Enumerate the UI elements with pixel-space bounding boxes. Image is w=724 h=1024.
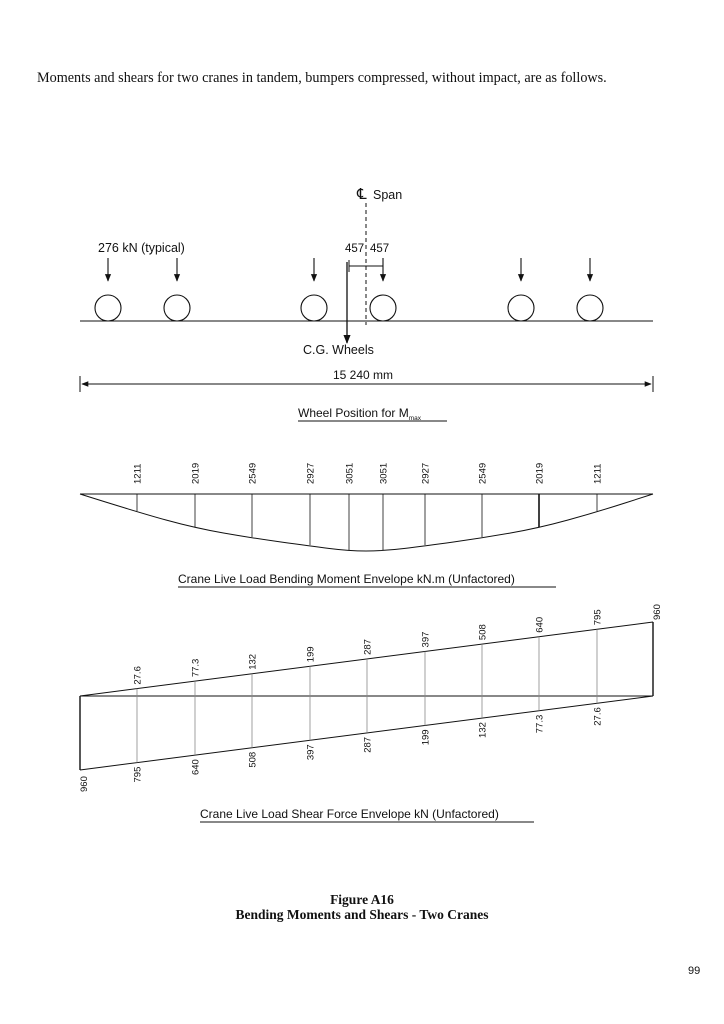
shear-upper-value-label: 132 [247,653,259,670]
wheel [508,295,534,321]
shear-lower-value-label: 795 [132,766,144,783]
shear-lower-value-label: 132 [477,722,489,738]
wheel-position-title-subscript: max [408,415,421,422]
shear-upper-value-label: 287 [362,639,374,655]
shear-lower-value-label: 508 [247,751,259,768]
shear-lower-value-label: 27.6 [592,707,604,726]
span-label: Span [373,188,403,202]
moment-envelope-curve [80,494,653,551]
moment-value-label: 2927 [305,462,317,484]
moment-value-label: 1211 [132,463,144,484]
moment-ordinates [137,494,597,550]
figure-title: Bending Moments and Shears - Two Cranes [235,907,489,922]
moment-value-label: 2549 [247,462,259,484]
moment-value-label: 2549 [477,462,489,484]
intro-paragraph: Moments and shears for two cranes in tandem, bumpers compressed, without impact, are as follows. [37,70,607,86]
wheel-position-title-main: Wheel Position for M [298,406,409,420]
shear-lower-value-label: 287 [362,736,374,753]
span-dimension-label: 15 240 mm [333,368,394,382]
shear-upper-value-label: 77.3 [190,658,202,678]
shear-upper-value-label: 795 [592,609,604,626]
shear-envelope-title: Crane Live Load Shear Force Envelope kN (Unfactored) [200,807,499,821]
moment-value-labels [133,463,604,484]
offset-right-label: 457 [370,243,390,255]
offset-left-label: 457 [345,243,365,255]
shear-upper-envelope [80,622,653,696]
moment-value-label: 2019 [190,462,202,484]
moment-value-label: 3051 [344,462,356,484]
moment-value-label: 2927 [420,462,432,484]
wheel [370,295,396,321]
shear-lower-value-label: 640 [190,759,202,776]
moment-envelope-title: Crane Live Load Bending Moment Envelope kN.m (Unfactored) [178,572,515,586]
load-label: 276 kN (typical) [98,241,185,255]
shear-end-value-right: 960 [652,604,663,620]
wheel [164,295,190,321]
shear-upper-value-label: 27.6 [132,666,144,685]
moment-envelope-diagram [80,463,653,587]
wheel [301,295,327,321]
shear-upper-value-label: 397 [420,631,432,648]
centerline-symbol: ℄ [357,186,367,203]
wheel [577,295,603,321]
wheel-position-title [298,406,422,422]
shear-upper-value-label: 640 [534,616,546,633]
shear-lower-value-label: 397 [305,744,317,761]
shear-envelope-diagram [79,604,663,822]
wheel [95,295,121,321]
shear-upper-value-label: 508 [477,624,489,641]
shear-lower-envelope [80,696,653,770]
moment-value-label: 2019 [534,462,546,484]
moment-value-label: 1211 [592,463,604,484]
shear-end-value-left: 960 [79,776,90,792]
figure-number: Figure A16 [330,892,394,907]
page-number: 99 [688,965,701,977]
shear-lower-value-label: 77.3 [534,714,546,734]
wheel-position-diagram [80,186,653,422]
moment-value-label: 3051 [378,462,390,484]
shear-lower-value-label: 199 [420,729,432,746]
shear-upper-value-label: 199 [305,646,317,663]
cg-wheels-label: C.G. Wheels [303,343,374,357]
